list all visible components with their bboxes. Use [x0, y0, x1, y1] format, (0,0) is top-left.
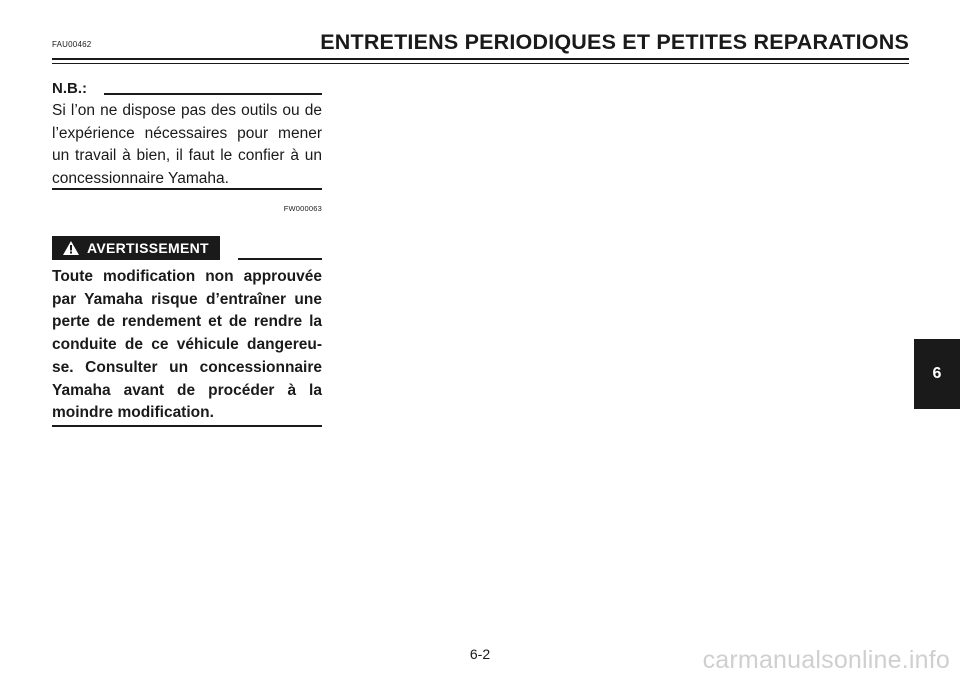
chapter-tab	[914, 339, 960, 409]
chapter-tab-number: 6	[932, 365, 942, 382]
page-number: 6-2	[469, 646, 491, 662]
warning-reference-code: FW000063	[283, 204, 322, 213]
note-label: N.B.:	[52, 80, 87, 97]
note-end-rule	[52, 188, 322, 190]
header-rule-thin	[52, 63, 909, 64]
warning-banner	[52, 236, 220, 260]
warning-label: AVERTISSEMENT	[87, 240, 209, 256]
section-reference-code: FAU00462	[52, 40, 92, 49]
header-rule-thick	[52, 58, 909, 60]
watermark: carmanualsonline.info	[702, 646, 950, 674]
note-text: Si l’on ne dispose pas des outils ou de l’expérience nécessaires pour mener un travail à bien, il faut le confier à un concessionnaire Yamaha.	[52, 102, 322, 187]
note-label-rule	[104, 93, 322, 95]
warning-text: Toute modification non approuvée par Yamaha risque d’entraîner une perte de rendement et de rendre la conduite de ce véhicule dangereuse. Consulter un concessionnaire Yamaha avant de procéder à la moindre modification.	[52, 268, 322, 422]
page-title: ENTRETIENS PERIODIQUES ET PETITES REPARATIONS	[320, 30, 909, 54]
warning-triangle-icon	[58, 236, 84, 260]
warning-label-rule	[238, 258, 322, 260]
warning-end-rule	[52, 425, 322, 427]
